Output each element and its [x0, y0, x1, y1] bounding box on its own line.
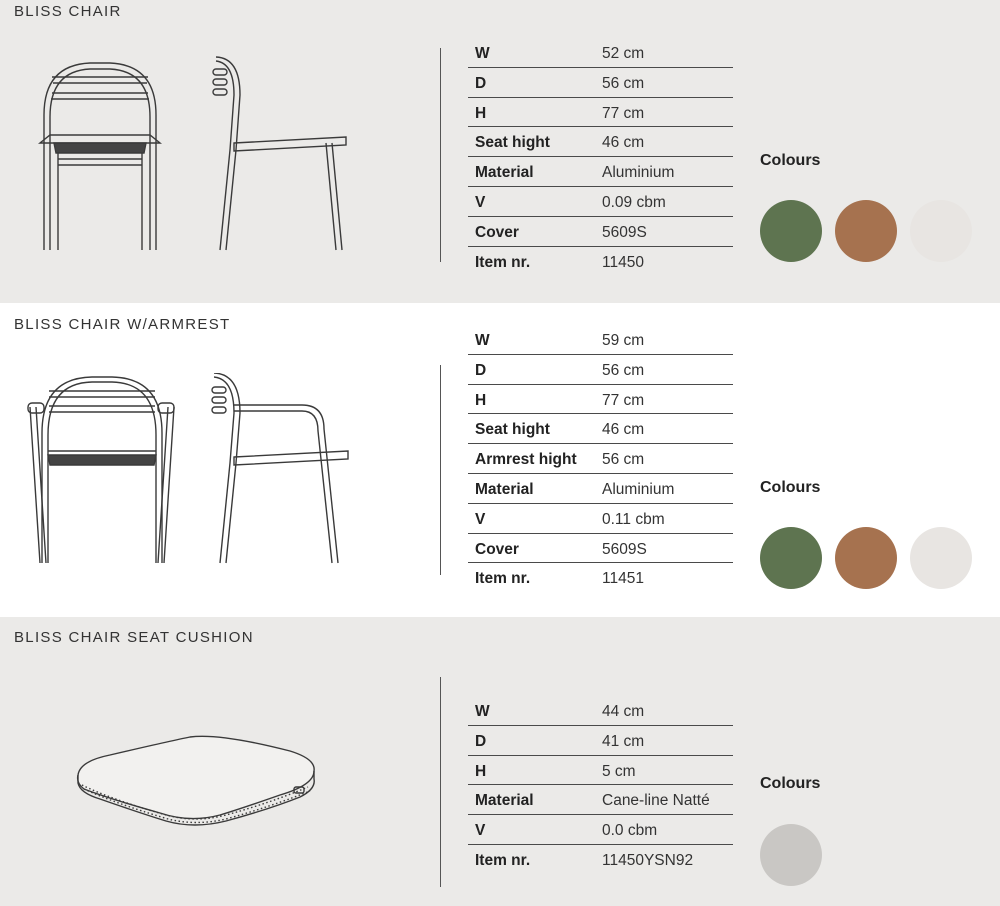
- spec-key: Material: [475, 164, 534, 182]
- spec-key: Item nr.: [475, 851, 531, 869]
- section-bliss-chair-armrest: [0, 303, 1000, 617]
- spec-value: 56 cm: [602, 451, 645, 469]
- spec-key: W: [475, 332, 490, 349]
- spec-key: H: [475, 391, 487, 409]
- spec-key: Seat hight: [475, 134, 550, 152]
- spec-row: [468, 247, 733, 277]
- spec-value: 11450: [602, 253, 644, 271]
- colour-swatch-white[interactable]: [910, 527, 972, 589]
- spec-value: 52 cm: [602, 45, 645, 62]
- spec-row: [468, 845, 733, 875]
- colour-swatch-grey[interactable]: [760, 824, 822, 886]
- section-bliss-chair: [0, 0, 1000, 303]
- chair-drawing: [30, 55, 360, 255]
- spec-key: V: [475, 510, 486, 528]
- colour-swatch-brown[interactable]: [835, 200, 897, 262]
- armchair-drawing: [22, 373, 362, 573]
- spec-row: [468, 474, 733, 504]
- spec-key: V: [475, 193, 486, 211]
- spec-value: Aluminium: [602, 480, 675, 498]
- spec-value: 11451: [602, 570, 644, 588]
- spec-row: [468, 444, 733, 474]
- spec-row: [468, 756, 733, 786]
- spec-key: Item nr.: [475, 570, 531, 588]
- spec-key: D: [475, 74, 487, 92]
- colour-swatch-green[interactable]: [760, 200, 822, 262]
- colour-swatch-brown[interactable]: [835, 527, 897, 589]
- colours-label: Colours: [760, 775, 821, 792]
- spec-row: [468, 355, 733, 385]
- spec-row: [468, 815, 733, 845]
- spec-value: 5 cm: [602, 762, 636, 780]
- spec-row: [468, 98, 733, 128]
- spec-row: [468, 726, 733, 756]
- spec-value: 59 cm: [602, 332, 645, 349]
- spec-value: 77 cm: [602, 104, 645, 122]
- spec-key: D: [475, 361, 487, 379]
- spec-key: W: [475, 45, 490, 62]
- spec-row: [468, 68, 733, 98]
- spec-key: Cover: [475, 540, 519, 558]
- colours-label: Colours: [760, 152, 821, 169]
- spec-value: 0.09 cbm: [602, 193, 666, 211]
- spec-value: Aluminium: [602, 164, 675, 182]
- spec-key: D: [475, 732, 487, 750]
- spec-row: [468, 127, 733, 157]
- cushion-drawing: [70, 727, 330, 837]
- spec-value: 77 cm: [602, 391, 645, 409]
- spec-row: [468, 414, 733, 444]
- colour-swatch-green[interactable]: [760, 527, 822, 589]
- spec-table: [468, 696, 733, 875]
- spec-row: [468, 38, 733, 68]
- divider: [440, 365, 441, 575]
- spec-key: Armrest hight: [475, 451, 577, 469]
- spec-key: H: [475, 762, 487, 780]
- section-title: BLISS CHAIR: [14, 3, 122, 20]
- spec-row: [468, 217, 733, 247]
- spec-key: V: [475, 822, 486, 840]
- spec-value: 5609S: [602, 223, 647, 241]
- spec-value: 46 cm: [602, 134, 645, 152]
- section-title: BLISS CHAIR SEAT CUSHION: [14, 629, 254, 646]
- spec-key: Material: [475, 480, 534, 498]
- spec-key: Item nr.: [475, 253, 531, 271]
- spec-row: [468, 504, 733, 534]
- spec-key: Material: [475, 792, 534, 810]
- divider: [440, 48, 441, 262]
- spec-row: [468, 785, 733, 815]
- spec-key: Seat hight: [475, 421, 550, 439]
- spec-row: [468, 157, 733, 187]
- spec-row: [468, 696, 733, 726]
- colour-swatch-white[interactable]: [910, 200, 972, 262]
- colours-label: Colours: [760, 479, 821, 496]
- spec-value: 56 cm: [602, 361, 645, 379]
- spec-value: 56 cm: [602, 74, 645, 92]
- spec-row: [468, 563, 733, 593]
- spec-key: W: [475, 703, 490, 720]
- spec-value: 0.0 cbm: [602, 822, 658, 840]
- spec-value: 0.11 cbm: [602, 510, 665, 528]
- spec-value: 46 cm: [602, 421, 645, 439]
- spec-value: 44 cm: [602, 703, 645, 720]
- spec-table: [468, 38, 733, 276]
- spec-value: 5609S: [602, 540, 647, 558]
- divider: [440, 677, 441, 887]
- spec-value: 41 cm: [602, 732, 645, 750]
- spec-row: [468, 325, 733, 355]
- spec-row: [468, 187, 733, 217]
- section-seat-cushion: [0, 617, 1000, 906]
- spec-key: H: [475, 104, 487, 122]
- spec-value: 11450YSN92: [602, 851, 694, 869]
- spec-row: [468, 534, 733, 564]
- spec-table: [468, 325, 733, 593]
- spec-key: Cover: [475, 223, 519, 241]
- spec-value: Cane-line Natté: [602, 792, 710, 810]
- section-title: BLISS CHAIR W/ARMREST: [14, 316, 231, 333]
- spec-row: [468, 385, 733, 415]
